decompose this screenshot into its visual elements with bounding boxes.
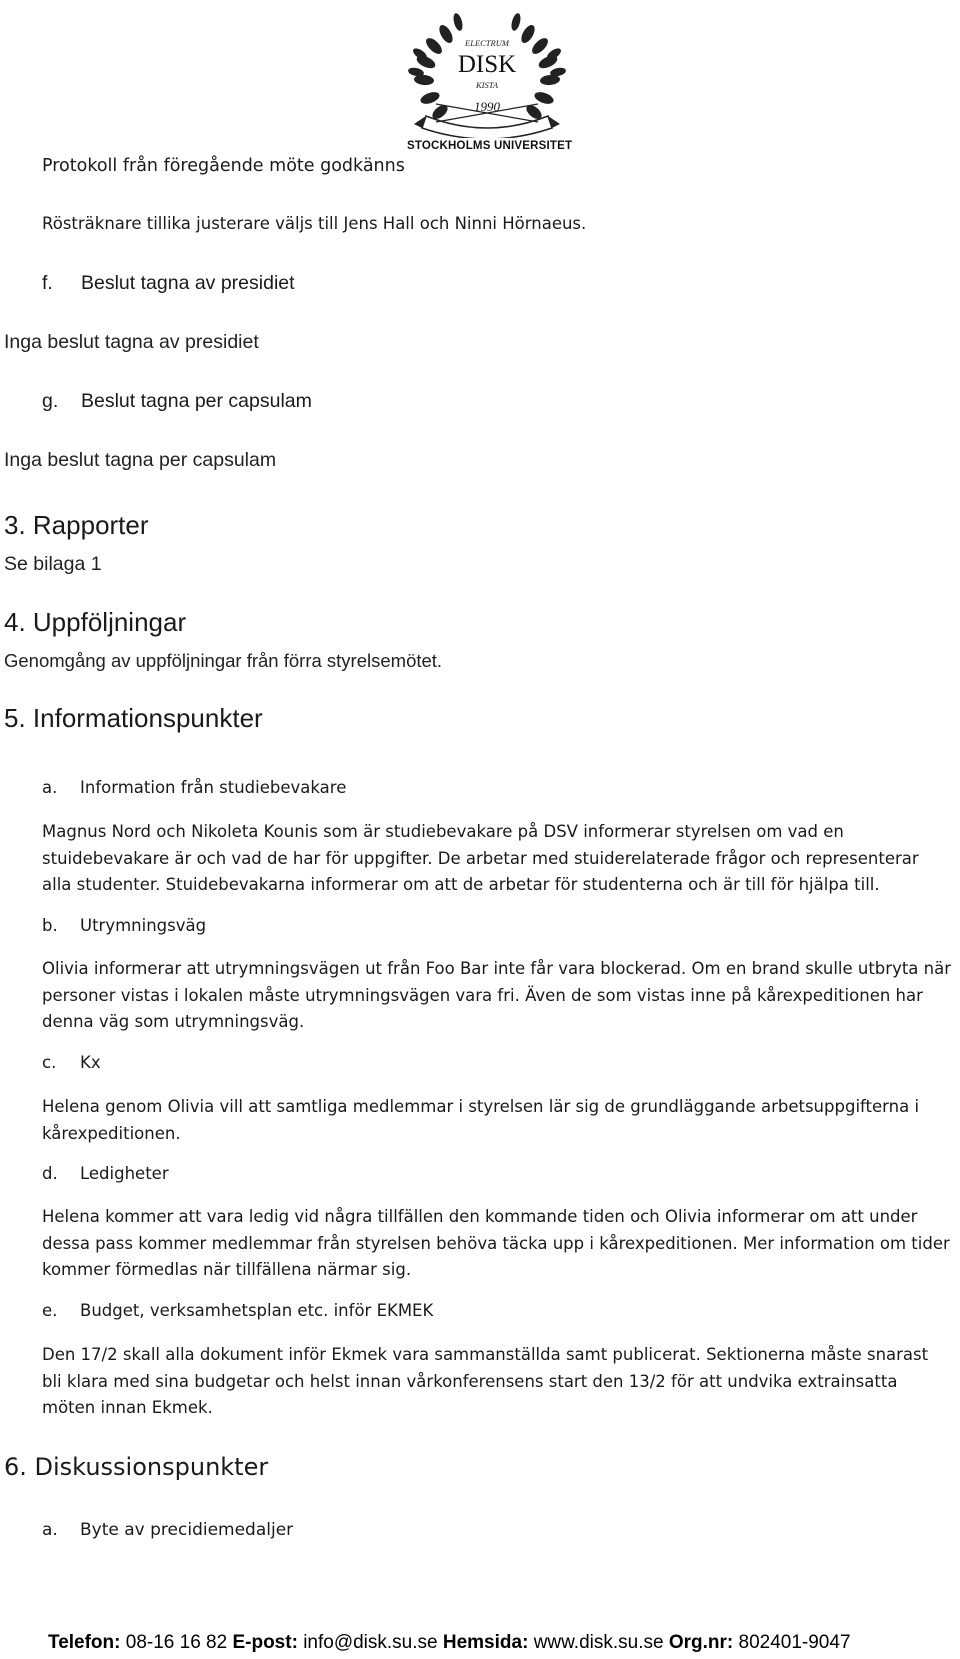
svg-text:DISK: DISK	[457, 51, 517, 78]
info-item-heading-b: b. Utrymningsväg	[42, 916, 207, 935]
section-body-uppfoljningar: Genomgång av uppföljningar från förra styrelsemötet.	[4, 650, 443, 671]
section-title-diskussionspunkter: 6. Diskussionspunkter	[4, 1453, 269, 1481]
info-item-heading-e: e. Budget, verksamhetsplan etc. inför EKMEK	[42, 1301, 434, 1320]
info-item-heading-c: c. Kx	[42, 1053, 101, 1072]
info-item-body-d: Helena kommer att vara ledig vid några tillfällen den kommande tiden och Olivia informerar om att under dessa pass kommer medlemmar från styrelsen behöva täcka upp i kårexpeditionen. Mer information om tider kommer förmedlas när tillfällena närmar sig.	[42, 1207, 950, 1279]
section-body-rapporter: Se bilaga 1	[4, 553, 102, 575]
section-title-informationspunkter: 5. Informationspunkter	[4, 703, 263, 733]
rostraknare-line: Rösträknare tillika justerare väljs till Jens Hall och Ninni Hörnaeus.	[42, 214, 587, 233]
protokoll-line: Protokoll från föregående möte godkänns	[42, 156, 405, 176]
disk-logo	[406, 4, 568, 138]
svg-text:KISTA: KISTA	[475, 80, 499, 90]
subsection-heading-f: f. Beslut tagna av presidiet	[42, 272, 295, 294]
info-item-body-c: Helena genom Olivia vill att samtliga medlemmar i styrelsen lär sig de grundläggande arbetsuppgifterna i kårexpeditionen.	[42, 1097, 920, 1143]
subsection-body-g: Inga beslut tagna per capsulam	[4, 449, 277, 471]
info-item-body-b: Olivia informerar att utrymningsvägen ut från Foo Bar inte får vara blockerad. Om en brand skulle utbryta när personer vistas i lokalen måste utrymningsvägen vara fri. Även de som vistas inne på kårexpeditionen har denna väg som utrymningsväg.	[42, 959, 952, 1031]
info-item-heading-d: d. Ledigheter	[42, 1164, 169, 1183]
svg-text:1990: 1990	[474, 99, 500, 114]
subsection-body-f: Inga beslut tagna av presidiet	[4, 331, 259, 353]
info-item-body-a: Magnus Nord och Nikoleta Kounis som är studiebevakare på DSV informerar styrelsen om vad en stuidebevakare är och vad de har för uppgifter. De arbetar med stuiderelaterade frågor och representerar alla studenter. Stuidebevakarna informerar om att de arbetar för studenterna och är till för hjälpa till.	[42, 822, 919, 894]
footer-contact: Telefon: 08-16 16 82 E-post: info@disk.su.se Hemsida: www.disk.su.se Org.nr: 802401-9047	[48, 1632, 851, 1653]
info-item-heading-a: a. Information från studiebevakare	[42, 778, 347, 797]
section-title-uppfoljningar: 4. Uppföljningar	[4, 607, 187, 637]
svg-text:ELECTRUM: ELECTRUM	[465, 38, 509, 48]
subsection-heading-g: g. Beslut tagna per capsulam	[42, 390, 312, 412]
section-title-rapporter: 3. Rapporter	[4, 510, 149, 540]
university-name: STOCKHOLMS UNIVERSITET	[407, 140, 573, 152]
discussion-item-a: a. Byte av precidiemedaljer	[42, 1520, 294, 1540]
info-item-body-e: Den 17/2 skall alla dokument inför Ekmek vara sammanställda samt publicerat. Sektionerna måste snarast bli klara med sina budgetar och helst innan vårkonferensens start den 13/2 för att undvika extrainsatta möten innan Ekmek.	[42, 1345, 929, 1417]
